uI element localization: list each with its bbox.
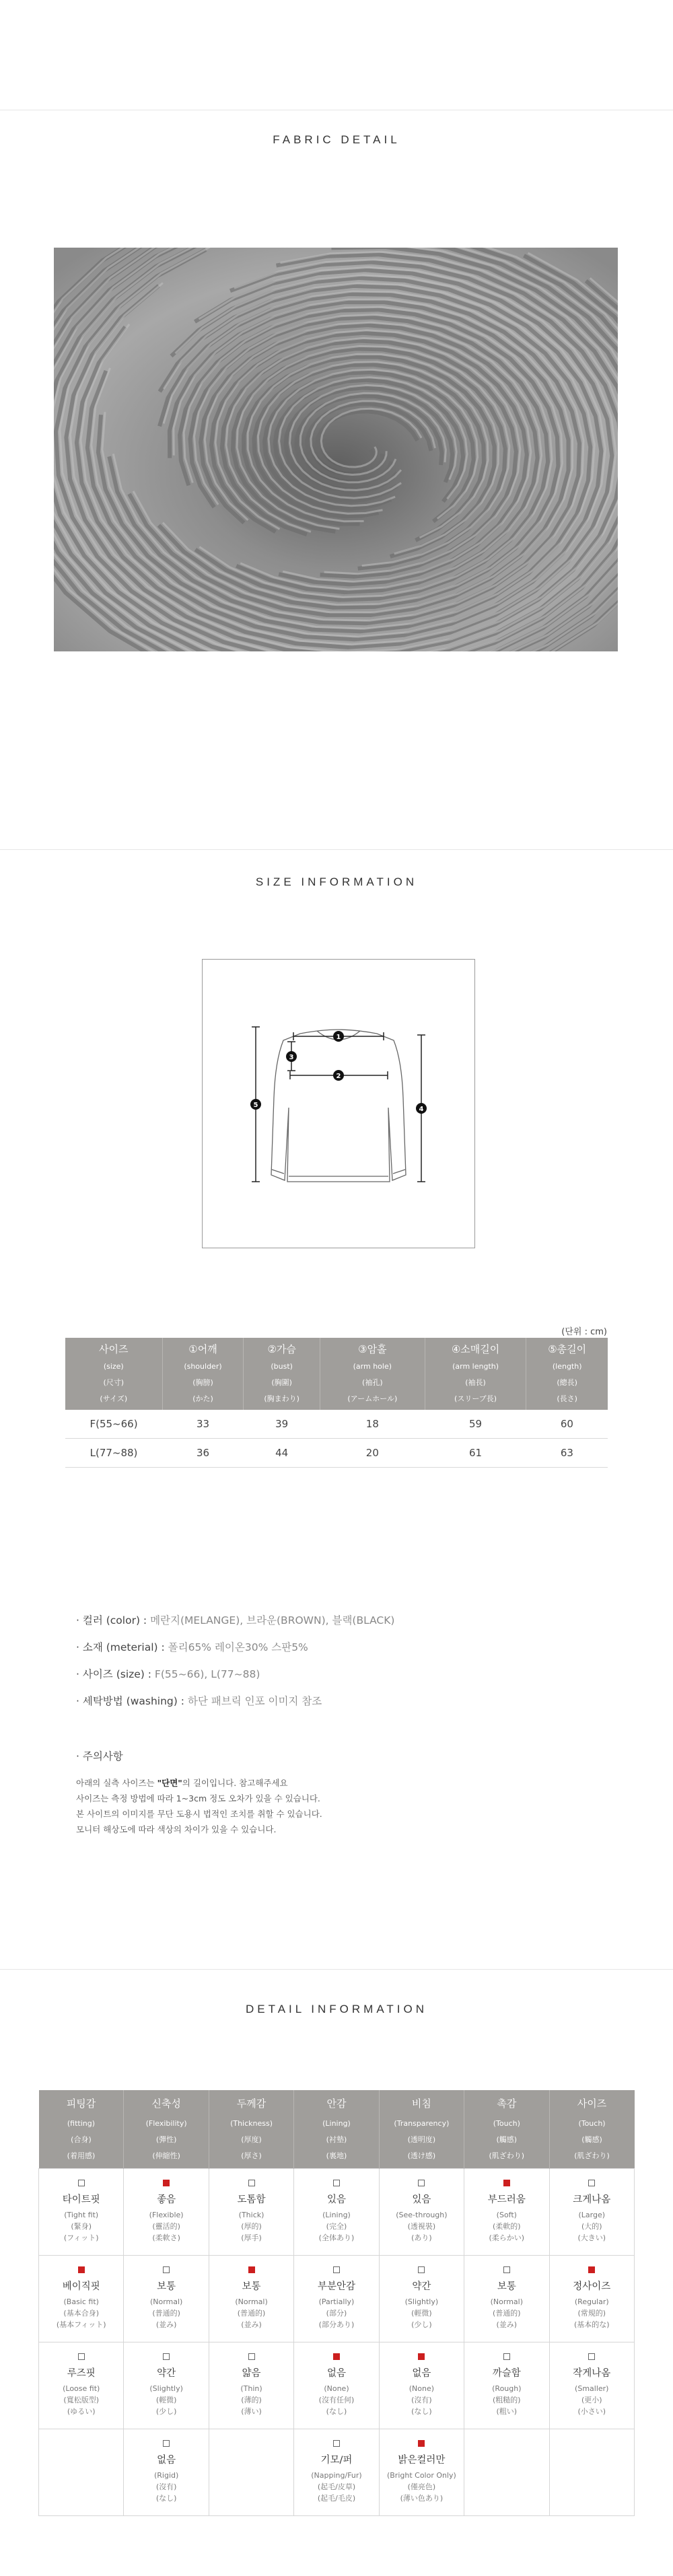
detail-table (38, 2090, 635, 2516)
option-label: 타이트핏 (62, 2194, 100, 2205)
size-cell: 18 (320, 1410, 425, 1439)
option-sub-cn: (透視裝) (407, 2222, 436, 2231)
size-cell: 33 (162, 1410, 244, 1439)
spec-color (76, 1607, 394, 1634)
option-sub-jp: (厚手) (241, 2233, 262, 2242)
checkbox-icon (418, 2266, 425, 2273)
spec-value: 폴리65% 레이온30% 스판5% (164, 1641, 308, 1653)
detail-header (39, 2090, 124, 2169)
option-sub-jp: (あり) (411, 2233, 432, 2242)
option-sub-cn: (輕微) (155, 2396, 177, 2404)
header-en: (Touch) (578, 2119, 606, 2128)
option-sub-cn: (起毛/皮草) (317, 2482, 356, 2491)
option-sub-en: (Normal) (235, 2297, 268, 2306)
detail-cell (294, 2169, 379, 2256)
header-cn: (透け感) (407, 2151, 436, 2160)
option-sub-jp: (なし) (155, 2494, 177, 2503)
option-label: 도톰함 (237, 2194, 266, 2205)
checkbox-icon (78, 2266, 85, 2273)
checkbox-icon (248, 2353, 255, 2360)
option-sub-en: (Thick) (238, 2211, 264, 2219)
option-sub-cn: (更小) (581, 2396, 602, 2404)
detail-cell (294, 2429, 379, 2516)
option-sub-cn: (大的) (581, 2222, 602, 2231)
header-ko: 사이즈 (577, 2098, 607, 2110)
size-col-3: ③암홀 (arm hole) (袖孔) (アームホール) (320, 1338, 425, 1410)
detail-table-header (39, 2090, 635, 2169)
option-label: 있음 (326, 2194, 346, 2205)
option-label: 약간 (412, 2281, 431, 2292)
option-sub-en: (Lining) (322, 2211, 351, 2219)
header-en: (Lining) (322, 2119, 351, 2128)
option-sub-jp: (柔軟さ) (152, 2233, 180, 2242)
table-row (39, 2342, 635, 2429)
checkbox-icon (503, 2353, 510, 2360)
option-sub-cn: (常規的) (577, 2309, 606, 2318)
size-col-2: ②가슴 (bust) (胸圍) (胸まわり) (244, 1338, 320, 1410)
detail-cell (124, 2256, 209, 2342)
option-sub-cn: (厚的) (241, 2222, 262, 2231)
option-sub-jp: (全体あり) (318, 2233, 355, 2242)
option-sub-en: (See-through) (396, 2211, 448, 2219)
option-sub-jp: (粗い) (496, 2407, 518, 2416)
option-sub-jp: (基本フィット) (56, 2320, 106, 2329)
checkbox-icon (588, 2180, 595, 2186)
detail-cell (549, 2429, 634, 2516)
size-cell: 60 (526, 1410, 608, 1439)
detail-cell (209, 2169, 293, 2256)
detail-cell (549, 2342, 634, 2429)
detail-header (549, 2090, 634, 2169)
size-cell: 59 (425, 1410, 526, 1439)
option-sub-en: (None) (324, 2384, 349, 2393)
option-sub-jp: (起毛/毛皮) (317, 2494, 356, 2503)
option-sub-en: (Loose fit) (63, 2384, 100, 2393)
header-ko: 피팅감 (66, 2098, 96, 2110)
option-label: 크게나옴 (573, 2194, 611, 2205)
detail-cell (464, 2429, 549, 2516)
header-jp: (衬墊) (326, 2135, 347, 2144)
caution-line-4: 모니터 해상도에 따라 색상의 차이가 있을 수 있습니다. (76, 1824, 277, 1834)
option-sub-en: (Normal) (490, 2297, 524, 2306)
option-sub-cn: (沒有) (411, 2396, 432, 2404)
option-label: 루즈핏 (67, 2368, 96, 2379)
option-sub-cn: (沒有) (155, 2482, 177, 2491)
checkbox-icon (503, 2266, 510, 2273)
option-sub-jp: (フィット) (63, 2233, 99, 2242)
spec-label: · 사이즈 (size) : (76, 1668, 151, 1680)
checkbox-icon (333, 2180, 340, 2186)
option-sub-en: (Soft) (496, 2211, 517, 2219)
checkbox-icon (78, 2180, 85, 2186)
option-sub-en: (Smaller) (575, 2384, 609, 2393)
detail-cell (549, 2256, 634, 2342)
detail-cell (209, 2342, 293, 2429)
option-label: 보통 (497, 2281, 516, 2292)
detail-header (124, 2090, 209, 2169)
detail-cell (379, 2342, 464, 2429)
option-sub-cn: (寬松版型) (63, 2396, 99, 2404)
option-label: 약간 (157, 2368, 176, 2379)
detail-cell (39, 2429, 124, 2516)
checkbox-icon (163, 2180, 170, 2186)
detail-cell (209, 2429, 293, 2516)
option-sub-cn: (部分) (326, 2309, 347, 2318)
detail-header (294, 2090, 379, 2169)
detail-cell (209, 2256, 293, 2342)
option-label: 없음 (326, 2368, 346, 2379)
option-label: 부드러움 (487, 2194, 526, 2205)
header-cn: (着用感) (67, 2151, 96, 2160)
option-sub-jp: (少し) (411, 2320, 432, 2329)
detail-cell (294, 2342, 379, 2429)
option-label: 있음 (412, 2194, 431, 2205)
header-cn: (肌ざわり) (489, 2151, 525, 2160)
option-sub-cn: (沒有任何) (318, 2396, 355, 2404)
size-col-4: ④소매길이 (arm length) (袖長) (スリーブ長) (425, 1338, 526, 1410)
size-cell: 61 (425, 1439, 526, 1468)
option-sub-jp: (並み) (496, 2320, 518, 2329)
detail-cell (124, 2342, 209, 2429)
option-sub-jp: (大きい) (577, 2233, 606, 2242)
size-cell: 63 (526, 1439, 608, 1468)
size-table (65, 1338, 608, 1468)
option-sub-en: (Thin) (240, 2384, 262, 2393)
option-label: 밝은컬러만 (398, 2455, 446, 2466)
checkbox-icon (163, 2353, 170, 2360)
spec-value: 하단 패브릭 인포 이미지 참조 (184, 1695, 322, 1707)
option-sub-en: (Rough) (492, 2384, 522, 2393)
option-label: 보통 (242, 2281, 261, 2292)
header-jp: (彈性) (155, 2135, 177, 2144)
detail-information-title: DETAIL INFORMATION (245, 2003, 428, 2015)
fabric-detail-title: FABRIC DETAIL (273, 133, 400, 146)
option-sub-jp: (なし) (326, 2407, 347, 2416)
detail-cell (124, 2429, 209, 2516)
header-en: (Thickness) (230, 2119, 273, 2128)
table-row (39, 2169, 635, 2256)
detail-cell (464, 2256, 549, 2342)
option-sub-jp: (小さい) (577, 2407, 606, 2416)
fabric-texture-image (54, 248, 618, 651)
caution-line-2: 사이즈는 측정 방법에 따라 1~3cm 정도 오차가 있을 수 있습니다. (76, 1793, 320, 1803)
checkbox-icon (588, 2266, 595, 2273)
option-sub-cn: (普通的) (152, 2309, 180, 2318)
size-cell: L(77~88) (65, 1439, 162, 1468)
option-sub-jp: (並み) (241, 2320, 262, 2329)
header-en: (Flexibility) (145, 2119, 187, 2128)
unit-label: (단위 : cm) (561, 1327, 607, 1337)
spec-label: · 컬러 (color) : (76, 1614, 147, 1626)
spec-value: F(55~66), L(77~88) (151, 1668, 260, 1680)
checkbox-icon (163, 2266, 170, 2273)
marker-1-label: 1 (336, 1034, 341, 1041)
size-cell: F(55~66) (65, 1410, 162, 1439)
header-cn: (裏地) (326, 2151, 347, 2160)
option-sub-en: (Bright Color Only) (386, 2471, 456, 2480)
checkbox-icon (503, 2180, 510, 2186)
option-sub-en: (Basic fit) (63, 2297, 99, 2306)
option-sub-cn: (柔軟的) (493, 2222, 521, 2231)
option-sub-cn: (靈活的) (152, 2222, 180, 2231)
caution-line-3: 본 사이트의 이미지를 무단 도용시 법적인 조치를 취할 수 있습니다. (76, 1809, 322, 1819)
checkbox-icon (248, 2180, 255, 2186)
spec-value: 메란지(MELANGE), 브라운(BROWN), 블랙(BLACK) (147, 1614, 395, 1626)
detail-cell (549, 2169, 634, 2256)
caution-title: · 주의사항 (76, 1750, 123, 1762)
divider-mid-1 (0, 849, 673, 850)
detail-cell (39, 2342, 124, 2429)
checkbox-icon (333, 2353, 340, 2360)
option-sub-cn: (粗糙的) (493, 2396, 521, 2404)
option-sub-en: (Slightly) (404, 2297, 439, 2306)
option-sub-en: (Tight fit) (64, 2211, 99, 2219)
caution-line-1: 아래의 실측 사이즈는 "단면"의 길이입니다. 참고해주세요 (76, 1778, 288, 1788)
header-jp: (合身) (71, 2135, 92, 2144)
option-sub-en: (Regular) (574, 2297, 609, 2306)
option-label: 좋음 (157, 2194, 176, 2205)
checkbox-icon (333, 2266, 340, 2273)
option-sub-cn: (完全) (326, 2222, 347, 2231)
size-col-0: 사이즈 (size) (尺寸) (サイズ) (65, 1338, 162, 1410)
header-en: (Transparency) (394, 2119, 450, 2128)
option-sub-jp: (基本的な) (573, 2320, 610, 2329)
size-diagram (202, 959, 475, 1248)
header-cn: (肌ざわり) (574, 2151, 610, 2160)
checkbox-icon (333, 2440, 340, 2447)
option-sub-en: (Slightly) (149, 2384, 183, 2393)
header-cn: (伸縮性) (152, 2151, 180, 2160)
option-sub-cn: (薄的) (241, 2396, 262, 2404)
option-sub-en: (None) (409, 2384, 435, 2393)
option-sub-jp: (ゆるい) (67, 2407, 96, 2416)
option-label: 기모/퍼 (320, 2455, 353, 2466)
header-jp: (觸感) (581, 2135, 602, 2144)
detail-cell (39, 2256, 124, 2342)
option-sub-en: (Normal) (149, 2297, 183, 2306)
option-sub-cn: (輕微) (411, 2309, 432, 2318)
header-ko: 비침 (411, 2098, 431, 2110)
header-cn: (厚さ) (241, 2151, 262, 2160)
header-ko: 안감 (326, 2098, 347, 2110)
header-ko: 두께감 (236, 2098, 267, 2110)
spec-label: · 세탁방법 (washing) : (76, 1695, 184, 1707)
option-label: 얇음 (242, 2368, 261, 2379)
option-label: 보통 (157, 2281, 176, 2292)
option-sub-cn: (基本合身) (63, 2309, 99, 2318)
size-table-header (65, 1338, 608, 1410)
table-row (39, 2256, 635, 2342)
detail-cell (379, 2256, 464, 2342)
option-sub-jp: (なし) (411, 2407, 432, 2416)
option-sub-cn: (僅亮色) (407, 2482, 436, 2491)
checkbox-icon (163, 2440, 170, 2447)
option-sub-jp: (部分あり) (318, 2320, 355, 2329)
option-sub-jp: (少し) (155, 2407, 177, 2416)
marker-2-label: 2 (336, 1073, 341, 1080)
option-sub-en: (Partially) (318, 2297, 355, 2306)
option-label: 없음 (157, 2455, 176, 2466)
option-sub-en: (Large) (578, 2211, 606, 2219)
detail-cell (379, 2169, 464, 2256)
checkbox-icon (78, 2353, 85, 2360)
option-label: 작게나옴 (573, 2368, 611, 2379)
option-sub-jp: (薄い) (241, 2407, 262, 2416)
detail-cell (379, 2429, 464, 2516)
option-label: 부분안감 (317, 2281, 355, 2292)
table-row (65, 1439, 608, 1468)
checkbox-icon (418, 2440, 425, 2447)
table-row (39, 2429, 635, 2516)
detail-cell (464, 2342, 549, 2429)
detail-cell (464, 2169, 549, 2256)
size-col-1: ①어깨 (shoulder) (胸膀) (かた) (162, 1338, 244, 1410)
size-cell: 39 (244, 1410, 320, 1439)
checkbox-icon (418, 2353, 425, 2360)
option-sub-cn: (普通的) (237, 2309, 266, 2318)
option-sub-cn: (緊身) (71, 2222, 92, 2231)
table-row (65, 1410, 608, 1439)
caution-notes (76, 1775, 322, 1837)
option-sub-en: (Napping/Fur) (311, 2471, 362, 2480)
checkbox-icon (418, 2180, 425, 2186)
detail-cell (124, 2169, 209, 2256)
option-label: 베이직핏 (62, 2281, 100, 2292)
spec-washing (76, 1688, 394, 1715)
option-sub-en: (Rigid) (153, 2471, 179, 2480)
option-label: 까슬함 (492, 2368, 521, 2379)
size-cell: 44 (244, 1439, 320, 1468)
divider-mid-2 (0, 1969, 673, 1970)
size-cell: 36 (162, 1439, 244, 1468)
option-sub-jp: (薄い色あり) (400, 2494, 444, 2503)
option-sub-cn: (普通的) (493, 2309, 521, 2318)
detail-cell (39, 2169, 124, 2256)
size-information-title: SIZE INFORMATION (255, 875, 418, 888)
header-jp: (厚度) (241, 2135, 262, 2144)
marker-5-label: 5 (253, 1102, 258, 1109)
detail-cell (294, 2256, 379, 2342)
detail-header (209, 2090, 293, 2169)
product-specs (76, 1607, 394, 1715)
checkbox-icon (248, 2266, 255, 2273)
option-sub-jp: (柔らかい) (489, 2233, 525, 2242)
checkbox-icon (588, 2353, 595, 2360)
spec-label: · 소재 (meterial) : (76, 1641, 165, 1653)
header-en: (fitting) (67, 2119, 96, 2128)
size-col-5: ⑤총길이 (length) (總長) (長さ) (526, 1338, 608, 1410)
detail-header (379, 2090, 464, 2169)
header-ko: 촉감 (497, 2098, 517, 2110)
marker-3-label: 3 (289, 1054, 294, 1061)
marker-4-label: 4 (419, 1106, 424, 1113)
header-ko: 신축성 (151, 2098, 181, 2110)
option-label: 정사이즈 (573, 2281, 611, 2292)
option-label: 없음 (412, 2368, 431, 2379)
header-en: (Touch) (493, 2119, 520, 2128)
detail-header (464, 2090, 549, 2169)
option-sub-jp: (並み) (155, 2320, 177, 2329)
spec-material (76, 1634, 394, 1661)
size-cell: 20 (320, 1439, 425, 1468)
header-jp: (觸感) (496, 2135, 518, 2144)
option-sub-en: (Flexible) (149, 2211, 184, 2219)
header-jp: (透明度) (407, 2135, 436, 2144)
spec-size (76, 1661, 394, 1688)
